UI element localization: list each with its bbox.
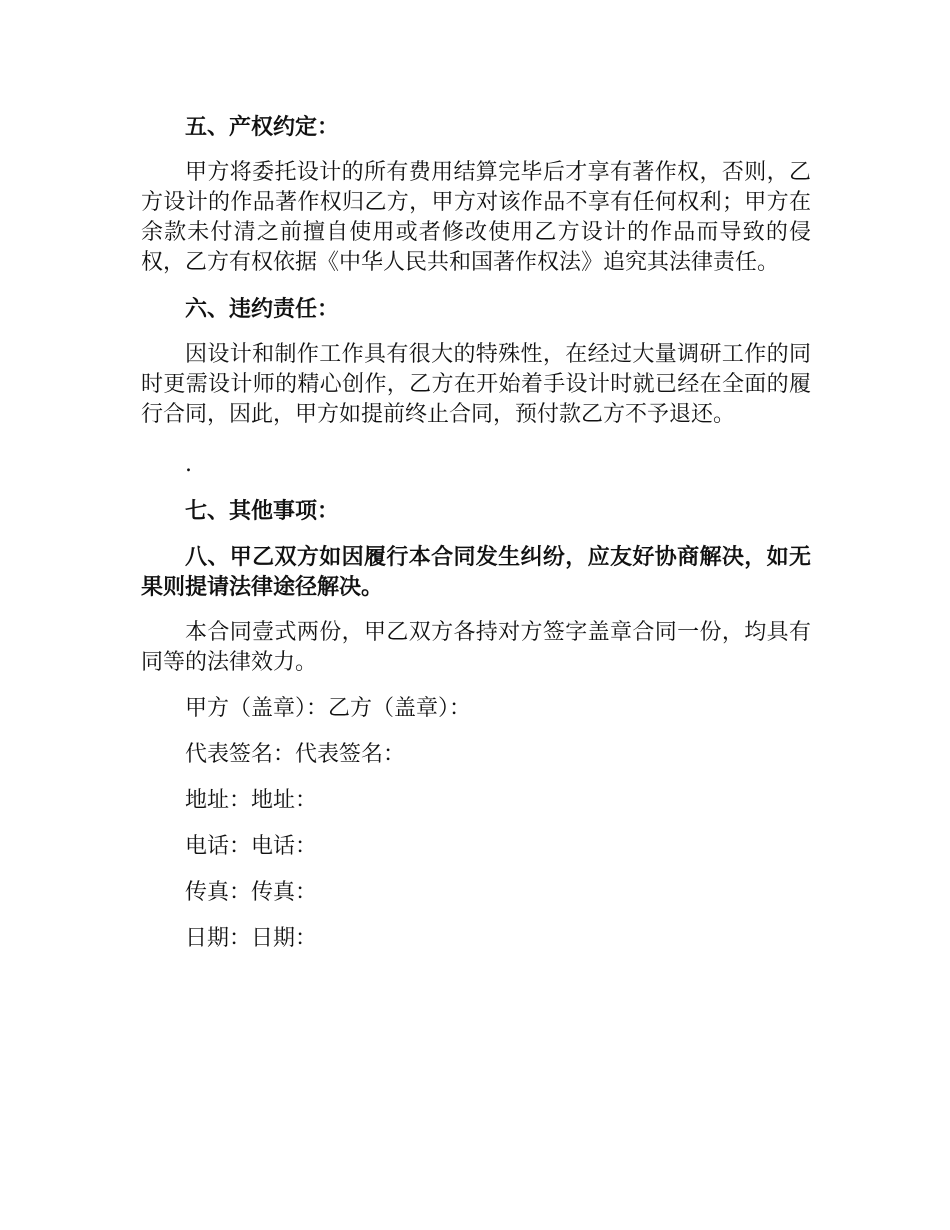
signature-fax: 传真：传真：	[185, 880, 318, 905]
signature-phone: 电话：电话：	[185, 834, 318, 859]
signature-address: 地址：地址：	[185, 788, 318, 813]
signature-representative: 代表签名：代表签名：	[185, 742, 406, 767]
section-6-heading: 六、违约责任：	[185, 296, 340, 322]
section-5-body: 甲方将委托设计的所有费用结算完毕后才享有著作权，否则，乙方设计的作品著作权归乙方，甲方对该作品不享有任何权利；甲方在余款未付清之前擅自使用或者修改使用乙方设计的作品而导致的侵权，乙方有权依据《中华人民共和国著作权法》追究其法律责任。	[141, 160, 811, 275]
stray-dot: .	[185, 452, 192, 477]
section-7-heading: 七、其他事项：	[185, 498, 340, 524]
section-8-body: 八、甲乙双方如因履行本合同发生纠纷，应友好协商解决，如无果则提请法律途径解决。	[141, 544, 811, 600]
section-6-body: 因设计和制作工作具有很大的特殊性，在经过大量调研工作的同时更需设计师的精心创作，乙方在开始着手设计时就已经在全面的履行合同，因此，甲方如提前终止合同，预付款乙方不予退还。	[141, 342, 811, 427]
copies-clause: 本合同壹式两份，甲乙双方各持对方签字盖章合同一份，均具有同等的法律效力。	[141, 620, 811, 675]
signature-date: 日期：日期：	[185, 926, 318, 951]
signature-party: 甲方（盖章）：乙方（盖章）：	[185, 696, 472, 721]
section-5-heading: 五、产权约定：	[185, 114, 340, 140]
document-body	[141, 112, 811, 970]
